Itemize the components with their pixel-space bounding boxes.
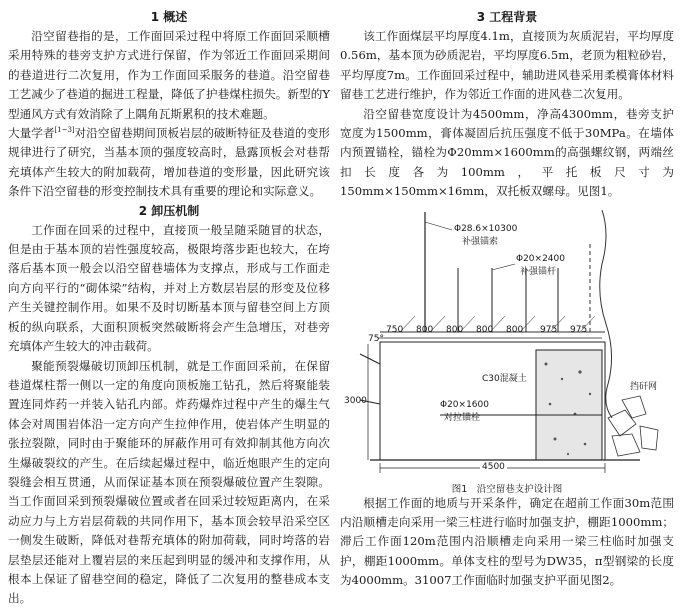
cable-spec-label: Φ28.6×10300 [454, 223, 518, 234]
figure-support-design [340, 204, 674, 494]
dim-label: 800 [506, 324, 524, 335]
bolt-name-label: 补强锚杆 [520, 266, 557, 277]
anchor-name-label: 对拉锚栓 [444, 412, 481, 423]
section-heading-mechanism: 2 卸压机制 [138, 203, 200, 218]
paragraph: 根据工作面的地质与开采条件，确定在超前工作面30m范围内沿顺槽走向采用一梁三柱进行临时加强支护，棚距1000mm；滞后工作面120m范围内沿顺槽走向采用一梁三柱临时加强支护，棚距1000mm。单体支柱的型号为DW35，π型钢梁的长度为4000mm。31007工作面临时加强支护平面见图2。 [340, 495, 674, 588]
concrete-label: C30混凝土 [482, 373, 527, 384]
paragraph: 沿空留巷宽度设计为4500mm，净高4300mm，巷旁支护宽度为1500mm，膏体凝固后抗压强度不低于30MPa。在墙体内预置锚栓，锚栓为Φ20mm×1600mm的高强螺纹钢，两端丝扣长度各为100mm，平托板尺寸为150mm×150mm×16mm，双托板双螺母。见图1。 [340, 106, 674, 199]
cable-name-label: 补强锚索 [462, 236, 499, 247]
net-label: 挡矸网 [630, 381, 658, 392]
section-heading-background: 3 工程背景 [476, 10, 538, 24]
dim-label: 975 [570, 324, 588, 335]
dim-label: 800 [446, 324, 464, 335]
paragraph: 沿空留巷指的是，工作面回采过程中将原工作面回采顺槽采用特殊的巷旁支护方式进行保留，作为邻近工作面回采期间的巷道进行二次复用，作为工作面回采服务的巷道。沿空留巷工艺减少了巷道的掘进工程量，降低了护巷煤柱损失。新型的Y型通风方式有效消除了上隅角瓦斯累积的技术难题。 [8, 29, 330, 121]
dim-label: 750 [386, 324, 404, 335]
filling-wall [536, 350, 602, 460]
cable-pointer [425, 222, 452, 230]
paragraph: 工作面在回采的过程中，直接顶一般呈随采随冒的状态，但是由于基本顶的岩性强度较高，极限垮落步距也较大，在垮落后基本顶一般会以沿空留巷墙体为支撑点，形成与工作面走向方向平行的“砌体梁”结构，并对上方数层岩层的形变及位移产生关键控制作用。如果不及时切断基本顶与留巷空间上方顶板的纵向联系，大面积顶板突然破断将会产生急增压，对巷旁充填体产生较大的冲击载荷。 [8, 222, 330, 354]
width-label: 4500 [482, 461, 505, 472]
figure-caption: 图1 沿空留巷支护设计图 [451, 483, 563, 495]
support-diagram [340, 204, 674, 480]
left-column [8, 8, 330, 609]
bolt-pointer [492, 264, 515, 270]
height-label: 3000 [344, 395, 367, 406]
section-heading-overview: 1 概述 [150, 10, 188, 24]
dim-label: 800 [416, 324, 434, 335]
citation: [1~3] [54, 126, 75, 135]
bolt-spec-label: Φ20×2400 [516, 253, 565, 264]
dim-label: 800 [476, 324, 494, 335]
anchor-spec-label: Φ20×1600 [440, 399, 489, 410]
paragraph-with-citation: 大量学者[1~3]对沿空留巷期间顶板岩层的破断特征及巷道的变形规律进行了研究，当基本顶的强度较高时，悬露顶板会对巷帮充填体产生较大的附加载荷，增加巷道的变形量，因此研究该条件下沿空留巷的形变控制技术具有重要的理论和实际意义。 [8, 126, 330, 199]
dim-label: 975 [540, 324, 558, 335]
right-column [340, 8, 674, 591]
angle-label: 75° [368, 333, 384, 344]
paragraph: 该工作面煤层平均厚度4.1m，直接顶为灰质泥岩，平均厚度0.56m，基本顶为砂质泥岩，平均厚度6.5m，老顶为粗粒砂岩，平均厚度7m。工作面回采过程中，辅助进风巷采用柔模膏体材料留巷工艺进行维护，作为邻近工作面的进风巷二次复用。 [340, 29, 674, 102]
gob-rubble [608, 396, 658, 456]
paragraph: 聚能预裂爆破切顶卸压机制，就是工作面回采前，在保留巷道煤柱帮一侧以一定的角度向顶板施工钻孔，然后将聚能装置连同炸药一并装入钻孔内部。炸药爆炸过程中产生的爆生气体会对周围岩体沿一定方向产生拉伸作用，使岩体产生明显的张拉裂隙，同时由于聚能环的屏蔽作用可有效抑制其他方向次生爆破裂纹的产生。在后续起爆过程中，临近炮眼产生的定向裂缝会相互贯通，从而保证基本顶在预裂爆破位置产生裂隙。当工作面回采到预裂爆破位置或者在回采过较短距离内，在采动应力与上方岩层荷载的共同作用下，基本顶会较早沿采空区一侧发生破断，降低对巷帮充填体的附加荷载，同时垮落的岩层垫层还能对上覆岩层的来压起到明显的缓冲和支撑作用，从根本上保证了留巷空间的稳定，降低了二次复用的整巷成本支出。 [8, 358, 330, 606]
